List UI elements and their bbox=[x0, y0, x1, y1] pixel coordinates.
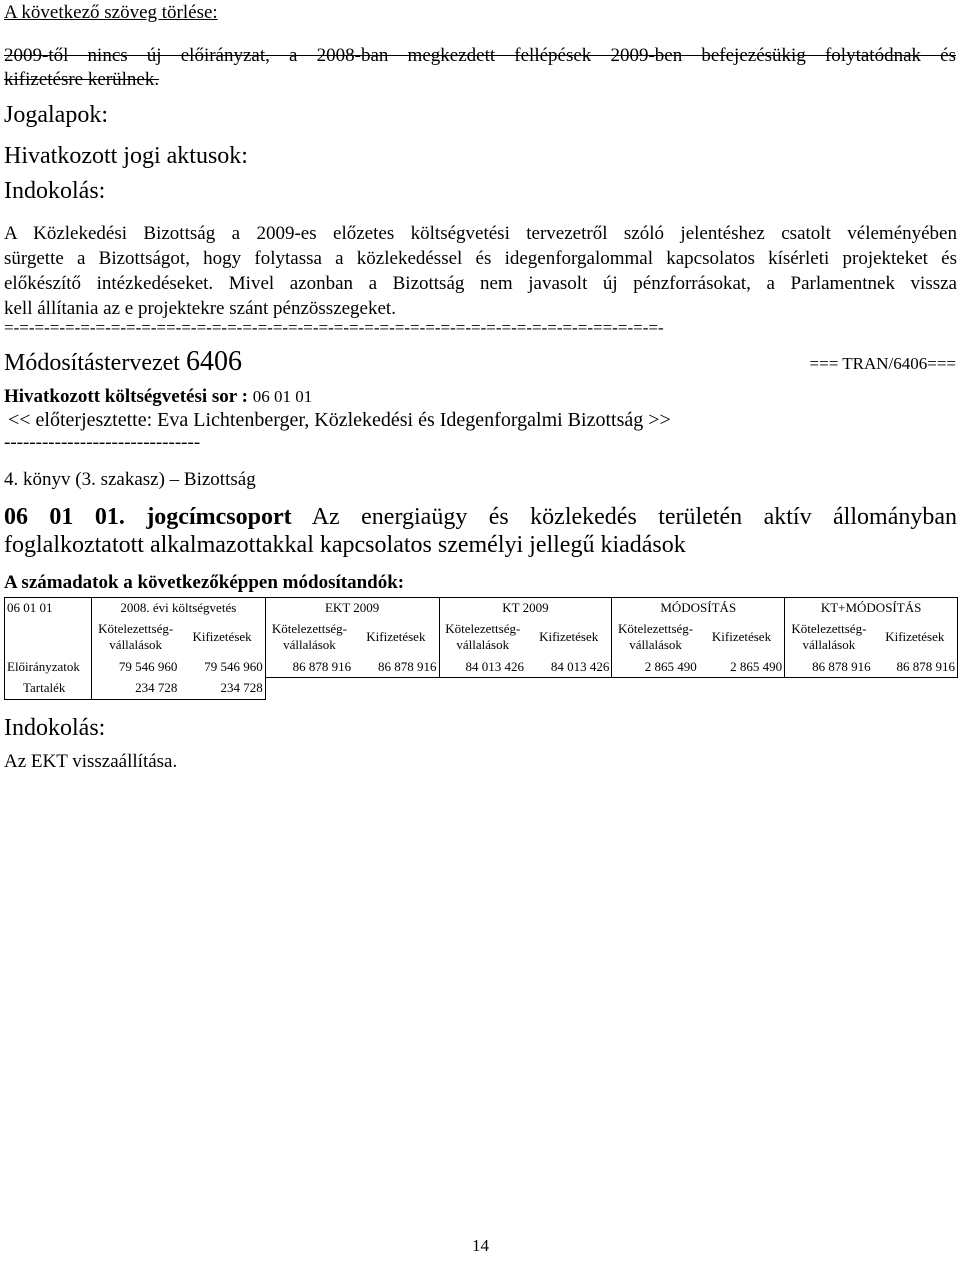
empty-cell bbox=[265, 678, 353, 700]
legal-basis-heading: Jogalapok: bbox=[4, 102, 108, 128]
justification-line-3: előkészítő intézkedéseket. Mivel azonban a Bizottság nem javasolt új pénzforrásokat, a Parlamentnek vissza bbox=[4, 273, 957, 294]
budget-line-code: 06 01 01 bbox=[252, 387, 313, 406]
table-row bbox=[5, 656, 958, 678]
justification-line-2: sürgette a Bizottságot, hogy folytassa a közlekedéssel és idegenforgalommal kapcsolatos kísérleti projekteket és bbox=[4, 248, 957, 269]
commit-label-a: Kötelezettség- bbox=[618, 621, 694, 636]
justification-paragraph bbox=[4, 221, 957, 321]
dash-separator: ------------------------------- bbox=[4, 432, 201, 453]
section-separator: =-=-=-=-=-=-=-=-=-=-==-=-=-=-=-=-=-=-=-=-=-=-=-=-=-=-=-=-=-=-=-=-=-=-=-=-=-=-==-=-=-=- bbox=[4, 318, 664, 337]
commit-label-b: vállalások bbox=[629, 637, 682, 652]
empty-cell bbox=[526, 678, 612, 700]
commit-label-b: vállalások bbox=[109, 637, 163, 652]
empty-cell bbox=[699, 678, 785, 700]
subheader-commitments bbox=[612, 618, 699, 656]
subheader-commitments bbox=[439, 618, 526, 656]
proposer-line: << előterjesztette: Eva Lichtenberger, Közlekedési és Idegenforgalmi Bizottság >> bbox=[8, 409, 671, 431]
article-text-line-2: foglalkoztatott alkalmazottakkal kapcsolatos személyi jellegű kiadások bbox=[4, 532, 686, 558]
struck-text-line-2: kifizetésre kerülnek. bbox=[4, 69, 160, 90]
subheader-commitments bbox=[785, 618, 873, 656]
subheader-commitments bbox=[91, 618, 179, 656]
amendment-title bbox=[4, 346, 242, 378]
subheader-payments: Kifizetések bbox=[873, 618, 958, 656]
article-heading bbox=[4, 503, 957, 559]
final-justification-text: Az EKT visszaállítása. bbox=[4, 751, 178, 772]
group-header-2008: 2008. évi költségvetés bbox=[91, 598, 265, 619]
value-cell: 79 546 960 bbox=[118, 658, 178, 674]
commit-label-b: vállalások bbox=[456, 637, 510, 652]
final-justification-heading: Indokolás: bbox=[4, 715, 106, 741]
commit-label-a: Kötelezettség- bbox=[791, 621, 867, 636]
book-section: 4. könyv (3. szakasz) – Bizottság bbox=[4, 469, 256, 490]
article-code: 06 01 01. bbox=[4, 504, 125, 530]
value-cell: 86 878 916 bbox=[812, 658, 871, 674]
value-cell: 2 865 490 bbox=[644, 658, 697, 674]
commit-label-a: Kötelezettség- bbox=[98, 621, 174, 636]
budget-line-reference bbox=[4, 386, 312, 408]
table-header-row bbox=[5, 598, 958, 619]
value-cell: 86 878 916 bbox=[353, 656, 439, 678]
empty-cell bbox=[785, 678, 873, 700]
article-text-line-1: Az energiaügy és közlekedés területén aktív állományban bbox=[311, 504, 957, 530]
article-heading-line-1 bbox=[4, 503, 957, 531]
budget-table bbox=[4, 597, 958, 700]
figures-title: A számadatok a következőképpen módosítandók: bbox=[4, 572, 405, 593]
value-cell: 84 013 426 bbox=[465, 658, 524, 674]
empty-cell bbox=[353, 678, 439, 700]
deletion-heading: A következő szöveg törlése: bbox=[4, 2, 218, 23]
value-cell: 84 013 426 bbox=[526, 656, 612, 678]
subheader-payments: Kifizetések bbox=[526, 618, 612, 656]
legal-acts-heading: Hivatkozott jogi aktusok: bbox=[4, 143, 248, 169]
row-label-appropriations: Előirányzatok bbox=[5, 656, 92, 678]
empty-cell bbox=[612, 678, 699, 700]
subheader-payments: Kifizetések bbox=[179, 618, 265, 656]
commit-label-b: vállalások bbox=[802, 637, 856, 652]
justification-line-4: kell állítania az e projektekre szánt pénzösszegeket. bbox=[4, 298, 396, 319]
justification-heading: Indokolás: bbox=[4, 178, 106, 204]
value-cell: 86 878 916 bbox=[873, 656, 958, 678]
table-row bbox=[5, 678, 958, 700]
group-header-kt-modification: KT+MÓDOSÍTÁS bbox=[785, 598, 958, 619]
commit-label-a: Kötelezettség- bbox=[271, 621, 347, 636]
table-subheader-row bbox=[5, 618, 958, 656]
row-label-reserve: Tartalék bbox=[5, 678, 92, 700]
empty-cell bbox=[873, 678, 958, 700]
article-type: jogcímcsoport bbox=[146, 504, 292, 530]
commit-label-a: Kötelezettség- bbox=[445, 621, 521, 636]
empty-subheader-cell bbox=[5, 618, 92, 656]
subheader-payments: Kifizetések bbox=[353, 618, 439, 656]
group-header-modification: MÓDOSÍTÁS bbox=[612, 598, 785, 619]
value-cell: 234 728 bbox=[179, 678, 265, 700]
justification-line-1: A Közlekedési Bizottság a 2009-es előzetes költségvetési tervezetről szóló jelentéshez csatolt véleményében bbox=[4, 223, 957, 244]
value-cell: 79 546 960 bbox=[179, 656, 265, 678]
amendment-title-label: Módosítástervezet bbox=[4, 350, 180, 376]
budget-line-label: Hivatkozott költségvetési sor : bbox=[4, 386, 248, 407]
subheader-commitments bbox=[265, 618, 353, 656]
page-number: 14 bbox=[472, 1236, 489, 1255]
commit-label-b: vállalások bbox=[283, 637, 336, 652]
amendment-code: === TRAN/6406=== bbox=[809, 354, 956, 373]
subheader-payments: Kifizetések bbox=[699, 618, 785, 656]
group-header-kt: KT 2009 bbox=[439, 598, 612, 619]
group-header-ekt: EKT 2009 bbox=[265, 598, 439, 619]
value-cell: 234 728 bbox=[91, 678, 179, 700]
empty-cell bbox=[439, 678, 526, 700]
struck-text-line-1: 2009-től nincs új előirányzat, a 2008-ban megkezdett fellépések 2009-ben befejezésükig folytatódnak és bbox=[4, 45, 956, 66]
line-code-cell: 06 01 01 bbox=[5, 598, 92, 619]
value-cell: 2 865 490 bbox=[699, 656, 785, 678]
value-cell: 86 878 916 bbox=[292, 658, 352, 674]
amendment-number: 6406 bbox=[185, 346, 242, 377]
